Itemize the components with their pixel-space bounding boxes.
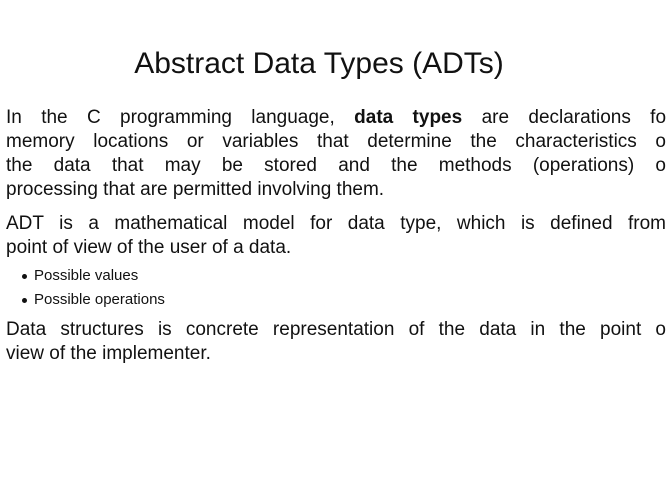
list-item [22, 264, 165, 288]
bold-term: data types [354, 107, 463, 128]
list-item-label: Possible values [34, 267, 139, 284]
paragraph-adt [6, 212, 666, 260]
paragraph-line: Data structures is concrete representation of the data in the point o [6, 319, 666, 340]
paragraph-line: view of the implementer. [6, 343, 211, 364]
paragraph-line: processing that are permitted involving them. [6, 179, 385, 200]
text-segment: are declarations fo [481, 107, 666, 128]
bullet-icon [22, 274, 27, 279]
paragraph-line: the data that may be stored and the methods (operations) o [6, 155, 666, 176]
paragraph-line: ADT is a mathematical model for data type, which is defined from [6, 213, 666, 234]
slide-title: Abstract Data Types (ADTs) [134, 47, 504, 80]
text-segment: In the C programming language, [6, 107, 335, 128]
list-item-label: Possible operations [34, 291, 165, 308]
list-item [22, 288, 165, 312]
paragraph-line: point of view of the user of a data. [6, 237, 292, 258]
bullet-list [22, 264, 165, 312]
paragraph-line [6, 106, 666, 130]
bullet-icon [22, 298, 27, 303]
paragraph-data-types [6, 106, 666, 202]
paragraph-line: memory locations or variables that determine the characteristics o [6, 131, 666, 152]
paragraph-data-structures [6, 318, 666, 366]
